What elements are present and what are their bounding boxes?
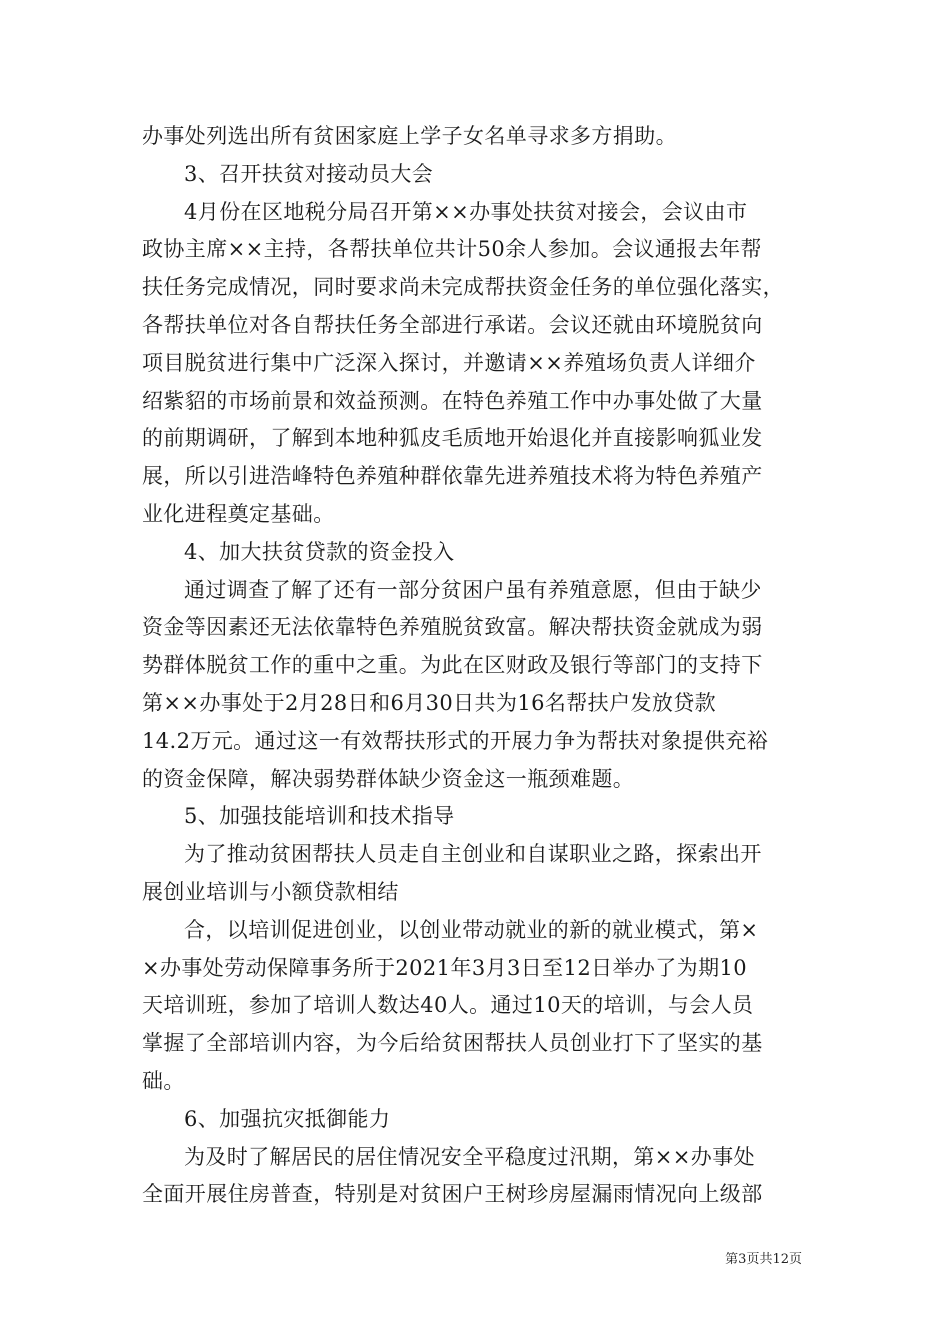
text-line: 绍紫貂的市场前景和效益预测。在特色养殖工作中办事处做了大量 [142, 388, 763, 413]
section-heading: 4、加大扶贫贷款的资金投入 [184, 539, 455, 564]
section-heading: 5、加强技能培训和技术指导 [184, 804, 455, 829]
text-line: 14.2万元。通过这一有效帮扶形式的开展力争为帮扶对象提供充裕 [142, 728, 769, 753]
text-line: 全面开展住房普查，特别是对贫困户王树珍房屋漏雨情况向上级部 [142, 1182, 763, 1207]
page-number: 第3页共12页 [725, 1252, 802, 1267]
text-line: 资金等因素还无法依靠特色养殖脱贫致富。解决帮扶资金就成为弱 [142, 615, 763, 640]
text-line: 各帮扶单位对各自帮扶任务全部进行承诺。会议还就由环境脱贫向 [142, 312, 763, 337]
text-line: ×办事处劳动保障事务所于2021年3月3日至12日举办了为期10 [142, 955, 748, 980]
section-heading: 3、召开扶贫对接动员大会 [184, 161, 434, 186]
text-line: 的前期调研，了解到本地种狐皮毛质地开始退化并直接影响狐业发 [142, 426, 763, 451]
text-line: 天培训班，参加了培训人数达40人。通过10天的培训，与会人员 [142, 993, 754, 1018]
text-line: 掌握了全部培训内容，为今后给贫困帮扶人员创业打下了坚实的基 [142, 1031, 763, 1056]
text-line: 展，所以引进浩峰特色养殖种群依靠先进养殖技术将为特色养殖产 [142, 464, 763, 489]
text-line: 扶任务完成情况，同时要求尚未完成帮扶资金任务的单位强化落实， [142, 275, 784, 300]
text-line: 为及时了解居民的居住情况安全平稳度过汛期，第××办事处 [184, 1144, 755, 1169]
text-line: 展创业培训与小额贷款相结 [142, 879, 399, 904]
text-line: 势群体脱贫工作的重中之重。为此在区财政及银行等部门的支持下 [142, 653, 763, 678]
text-line: 第××办事处于2月28日和6月30日共为16名帮扶户发放贷款 [142, 690, 717, 715]
document-body [142, 118, 810, 1214]
text-line: 政协主席××主持，各帮扶单位共计50余人参加。会议通报去年帮 [142, 237, 762, 262]
text-line: 业化进程奠定基础。 [142, 501, 335, 526]
section-heading: 6、加强抗灾抵御能力 [184, 1106, 391, 1131]
text-line: 办事处列选出所有贫困家庭上学子女名单寻求多方捐助。 [142, 124, 677, 148]
text-line: 础。 [142, 1068, 185, 1093]
text-line: 项目脱贫进行集中广泛深入探讨，并邀请××养殖场负责人详细介 [142, 350, 756, 375]
text-line: 4月份在区地税分局召开第××办事处扶贫对接会，会议由市 [184, 199, 748, 224]
text-line: 的资金保障，解决弱势群体缺少资金这一瓶颈难题。 [142, 766, 635, 791]
text-line: 为了推动贫困帮扶人员走自主创业和自谋职业之路，探索出开 [184, 842, 762, 867]
text-line: 合，以培训促进创业，以创业带动就业的新的就业模式，第× [184, 917, 759, 942]
text-line: 通过调查了解了还有一部分贫困户虽有养殖意愿，但由于缺少 [184, 577, 762, 602]
